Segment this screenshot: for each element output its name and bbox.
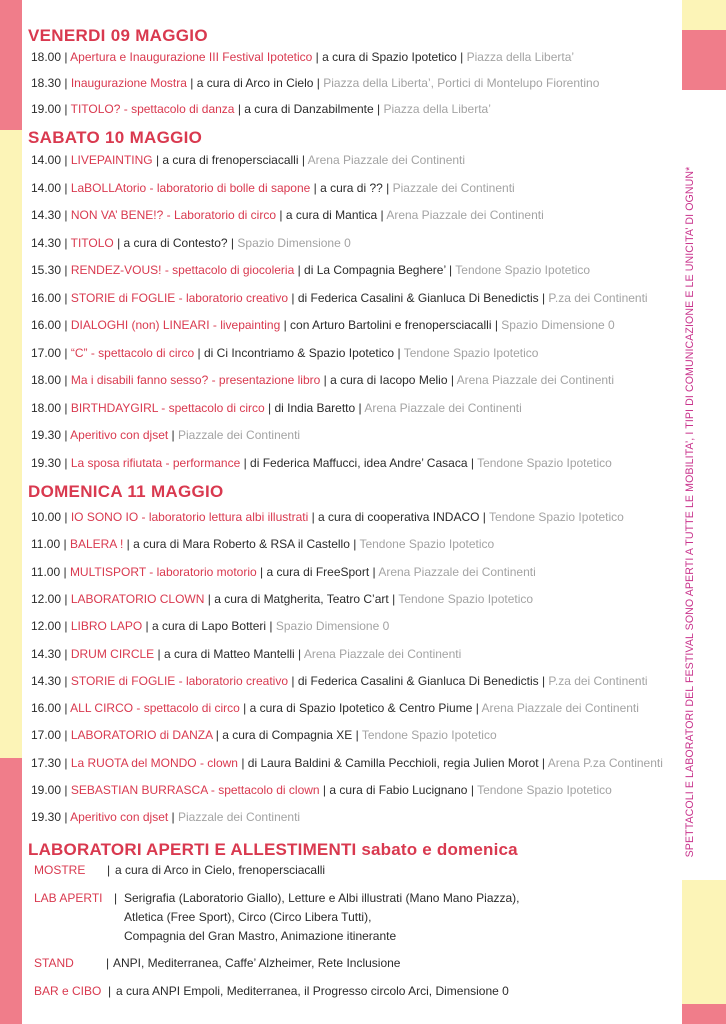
event-place: Spazio Dimensione 0: [237, 236, 351, 250]
event-organizer: a cura di Mantica: [285, 208, 378, 222]
event-time: 19.00: [31, 102, 62, 116]
event-time: 19.30: [31, 810, 62, 824]
separator: |: [61, 619, 71, 633]
event-place: Piazzale dei Continenti: [178, 428, 301, 442]
event-organizer: a cura di cooperativa INDACO: [318, 510, 480, 524]
event-title: NON VA’ BENE!? - Laboratorio di circo: [70, 208, 277, 222]
event-title: Inaugurazione Mostra: [70, 76, 187, 90]
event-place: Piazzale dei Continenti: [178, 810, 301, 824]
event-title: Aperitivo con djset: [70, 810, 169, 824]
separator: |: [479, 510, 490, 524]
event-title: BIRTHDAYGIRL - spettacolo di circo: [70, 401, 265, 415]
event-row: [31, 208, 544, 222]
event-organizer: a cura di Compagnia XE: [222, 728, 353, 742]
separator: |: [61, 346, 71, 360]
event-place: Piazza della Liberta’, Portici di Montelupo Fiorentino: [323, 76, 600, 90]
lab-key: LAB APERTI: [34, 891, 103, 905]
separator: |: [382, 181, 393, 195]
lab-key: MOSTRE: [34, 863, 86, 877]
separator: |: [237, 756, 248, 770]
separator: |: [61, 263, 71, 277]
separator: |: [142, 619, 152, 633]
separator: |: [288, 674, 298, 688]
event-time: 14.30: [31, 208, 62, 222]
left-stripe-pink-top: [0, 0, 22, 130]
event-title: La RUOTA del MONDO - clown: [70, 756, 238, 770]
event-title: STORIE di FOGLIE - laboratorio creativo: [70, 291, 289, 305]
separator: |: [288, 291, 298, 305]
separator: |: [61, 153, 71, 167]
separator: |: [61, 428, 71, 442]
event-row: [31, 619, 389, 633]
separator: |: [467, 783, 478, 797]
event-row: [31, 318, 615, 332]
separator: |: [61, 810, 71, 824]
lab-item-stand: [34, 955, 401, 972]
separator: |: [240, 456, 251, 470]
event-place: Spazio Dimensione 0: [275, 619, 390, 633]
separator: |: [308, 510, 319, 524]
event-title: MULTISPORT - laboratorio motorio: [69, 565, 257, 579]
lab-line: ANPI, Mediterranea, Caffe’ Alzheimer, Rete Inclusione: [113, 956, 401, 970]
event-place: Arena Piazzale dei Continenti: [378, 565, 536, 579]
event-title: DIALOGHI (non) LINEARI - livepainting: [70, 318, 281, 332]
event-title: La sposa rifiutata - performance: [70, 456, 241, 470]
separator: |: [61, 701, 71, 715]
event-organizer: a cura di frenopersciacalli: [162, 153, 299, 167]
event-title: Aperitivo con djset: [70, 428, 169, 442]
event-place: Piazza della Liberta’: [383, 102, 491, 116]
separator: |: [319, 783, 330, 797]
event-place: Piazzale dei Continenti: [392, 181, 515, 195]
separator: |: [194, 346, 204, 360]
separator: |: [123, 537, 134, 551]
event-organizer: a cura di Fabio Lucignano: [329, 783, 468, 797]
lab-line: Compagnia del Gran Mastro, Animazione itinerante: [124, 929, 397, 943]
event-organizer: di Ci Incontriamo & Spazio Ipotetico: [204, 346, 395, 360]
lab-separator: |: [106, 956, 110, 970]
separator: |: [467, 456, 478, 470]
left-stripe-pink-bottom: [0, 758, 22, 1024]
separator: |: [294, 647, 304, 661]
event-place: Tendone Spazio Ipotetico: [359, 537, 495, 551]
event-organizer: di Federica Casalini & Gianluca Di Benedictis: [297, 291, 539, 305]
lab-key: STAND: [34, 956, 74, 970]
event-time: 19.00: [31, 783, 62, 797]
event-title: LaBOLLAtorio - laboratorio di bolle di sapone: [70, 181, 311, 195]
lab-separator: |: [114, 891, 118, 905]
event-row: [31, 756, 663, 770]
separator: |: [266, 619, 276, 633]
separator: |: [456, 50, 467, 64]
separator: |: [61, 456, 71, 470]
event-time: 14.30: [31, 236, 62, 250]
event-place: Arena Piazzale dei Continenti: [307, 153, 466, 167]
separator: |: [186, 76, 197, 90]
separator: |: [152, 153, 163, 167]
event-time: 16.00: [31, 291, 62, 305]
event-organizer: a cura di Matgherita, Teatro C’art: [214, 592, 389, 606]
event-title: Apertura e Inaugurazione III Festival Ipotetico: [70, 50, 313, 64]
event-place: P.za dei Continenti: [548, 674, 648, 688]
separator: |: [538, 291, 549, 305]
event-time: 12.00: [31, 619, 62, 633]
event-time: 18.00: [31, 373, 62, 387]
event-time: 19.30: [31, 428, 62, 442]
event-place: Arena Piazzale dei Continenti: [386, 208, 544, 222]
separator: |: [61, 510, 71, 524]
event-organizer: a cura di FreeSport: [266, 565, 370, 579]
separator: |: [239, 701, 250, 715]
separator: |: [61, 647, 71, 661]
separator: |: [373, 102, 384, 116]
event-place: P.za dei Continenti: [548, 291, 648, 305]
event-time: 18.30: [31, 76, 62, 90]
left-stripe-cream: [0, 130, 22, 758]
event-organizer: a cura di Spazio Ipotetico & Centro Piume: [249, 701, 473, 715]
separator: |: [204, 592, 215, 606]
separator: |: [538, 756, 548, 770]
event-time: 11.00: [31, 537, 61, 551]
event-title: STORIE di FOGLIE - laboratorio creativo: [70, 674, 289, 688]
event-place: Arena P.za Continenti: [547, 756, 663, 770]
separator: |: [61, 592, 71, 606]
event-organizer: a cura di Arco in Cielo: [196, 76, 314, 90]
event-title: SEBASTIAN BURRASCA - spettacolo di clown: [70, 783, 320, 797]
event-time: 14.00: [31, 181, 62, 195]
event-place: Tendone Spazio Ipotetico: [477, 783, 612, 797]
day-heading: VENERDI 09 MAGGIO: [28, 26, 208, 45]
event-place: Piazza della Liberta’: [466, 50, 575, 64]
event-time: 16.00: [31, 318, 62, 332]
event-organizer: di India Baretto: [274, 401, 356, 415]
separator: |: [447, 373, 457, 387]
event-row: [31, 674, 648, 688]
event-row: [31, 373, 614, 387]
event-organizer: a cura di Mara Roberto & RSA il Castello: [133, 537, 350, 551]
event-organizer: a cura di Contesto?: [123, 236, 228, 250]
separator: |: [61, 208, 71, 222]
event-place: Tendone Spazio Ipotetico: [477, 456, 612, 470]
lab-item-bar-cibo: [34, 983, 509, 1000]
separator: |: [298, 153, 308, 167]
event-time: 17.30: [31, 756, 62, 770]
lab-item-mostre: [34, 862, 326, 879]
event-title: “C” - spettacolo di circo: [70, 346, 195, 360]
event-row: [31, 346, 538, 360]
event-row: [31, 181, 515, 195]
event-time: 11.00: [31, 565, 61, 579]
separator: |: [394, 346, 404, 360]
separator: |: [61, 50, 71, 64]
event-title: TITOLO? - spettacolo di danza: [70, 102, 235, 116]
event-organizer: a cura di ??: [320, 181, 383, 195]
separator: |: [320, 373, 331, 387]
event-row: [31, 50, 574, 64]
event-time: 17.00: [31, 728, 62, 742]
event-place: Tendone Spazio Ipotetico: [455, 263, 591, 277]
event-row: [31, 401, 522, 415]
lab-line: Atletica (Free Sport), Circo (Circo Libera Tutti),: [124, 910, 372, 924]
separator: |: [355, 401, 365, 415]
separator: |: [445, 263, 456, 277]
event-organizer: di La Compagnia Beghere’: [304, 263, 446, 277]
separator: |: [388, 592, 399, 606]
event-title: IO SONO IO - laboratorio lettura albi illustrati: [70, 510, 309, 524]
separator: |: [264, 401, 275, 415]
separator: |: [538, 674, 549, 688]
separator: |: [61, 181, 71, 195]
day-heading: SABATO 10 MAGGIO: [28, 128, 203, 147]
separator: |: [61, 291, 71, 305]
separator: |: [61, 674, 71, 688]
event-row: [31, 647, 461, 661]
separator: |: [276, 208, 286, 222]
event-row: [31, 810, 300, 824]
lab-line: a cura di Arco in Cielo, frenopersciacalli: [115, 863, 326, 877]
event-place: Arena Piazzale dei Continenti: [303, 647, 462, 661]
event-place: Tendone Spazio Ipotetico: [398, 592, 534, 606]
event-organizer: a cura di Danzabilmente: [244, 102, 374, 116]
event-place: Spazio Dimensione 0: [501, 318, 615, 332]
event-title: BALERA !: [69, 537, 124, 551]
event-organizer: a cura di Lapo Botteri: [152, 619, 267, 633]
event-row: [31, 728, 497, 742]
separator: |: [313, 76, 324, 90]
event-place: Arena Piazzale dei Continenti: [481, 701, 639, 715]
event-row: [31, 701, 639, 715]
event-title: TITOLO: [70, 236, 114, 250]
separator: |: [168, 810, 179, 824]
separator: |: [234, 102, 245, 116]
separator: |: [61, 318, 71, 332]
separator: |: [491, 318, 502, 332]
event-organizer: di Federica Casalini & Gianluca Di Benedictis: [297, 674, 539, 688]
labs-heading: LABORATORI APERTI E ALLESTIMENTI sabato e domenica: [28, 840, 518, 859]
event-organizer: con Arturo Bartolini e frenopersciacalli: [290, 318, 492, 332]
event-time: 16.00: [31, 701, 62, 715]
event-time: 15.30: [31, 263, 62, 277]
separator: |: [60, 537, 70, 551]
separator: |: [61, 728, 71, 742]
separator: |: [294, 263, 305, 277]
separator: |: [280, 318, 291, 332]
event-place: Tendone Spazio Ipotetico: [403, 346, 539, 360]
program-page: [22, 0, 682, 1024]
event-row: [31, 537, 494, 551]
event-time: 14.30: [31, 647, 62, 661]
event-organizer: a cura di Iacopo Melio: [330, 373, 448, 387]
event-row: [31, 153, 465, 167]
separator: |: [349, 537, 360, 551]
event-title: ALL CIRCO - spettacolo di circo: [70, 701, 240, 715]
lab-separator: |: [107, 863, 111, 877]
right-stripe-cream-top: [682, 0, 726, 30]
event-title: LABORATORIO di DANZA: [70, 728, 213, 742]
separator: |: [352, 728, 362, 742]
lab-line: Serigrafia (Laboratorio Giallo), Letture e Albi illustrati (Mano Mano Piazza),: [124, 891, 520, 905]
event-organizer: a cura di Matteo Mantelli: [163, 647, 295, 661]
separator: |: [60, 565, 70, 579]
event-row: [31, 76, 599, 90]
event-time: 18.00: [31, 50, 62, 64]
separator: |: [472, 701, 482, 715]
separator: |: [310, 181, 321, 195]
separator: |: [369, 565, 379, 579]
event-title: LIBRO LAPO: [70, 619, 143, 633]
event-time: 17.00: [31, 346, 62, 360]
separator: |: [212, 728, 223, 742]
separator: |: [61, 102, 71, 116]
event-row: [31, 456, 612, 470]
separator: |: [61, 783, 71, 797]
event-organizer: di Federica Maffucci, idea Andre’ Casaca: [250, 456, 468, 470]
event-row: [31, 263, 590, 277]
separator: |: [168, 428, 179, 442]
event-time: 19.30: [31, 456, 62, 470]
event-title: LIVEPAINTING: [70, 153, 153, 167]
event-place: Tendone Spazio Ipotetico: [361, 728, 497, 742]
event-row: [31, 592, 533, 606]
lab-line: a cura ANPI Empoli, Mediterranea, il Progresso circolo Arci, Dimensione 0: [116, 984, 509, 998]
separator: |: [227, 236, 238, 250]
event-row: [31, 565, 536, 579]
separator: |: [312, 50, 323, 64]
event-title: DRUM CIRCLE: [70, 647, 155, 661]
event-time: 10.00: [31, 510, 62, 524]
separator: |: [61, 373, 71, 387]
separator: |: [256, 565, 267, 579]
event-title: Ma i disabili fanno sesso? - presentazione libro: [70, 373, 321, 387]
separator: |: [61, 756, 71, 770]
event-time: 18.00: [31, 401, 62, 415]
separator: |: [154, 647, 164, 661]
event-place: Arena Piazzale dei Continenti: [456, 373, 615, 387]
event-place: Arena Piazzale dei Continenti: [364, 401, 522, 415]
event-title: LABORATORIO CLOWN: [70, 592, 205, 606]
event-row: [31, 236, 351, 250]
event-time: 14.30: [31, 674, 62, 688]
day-heading: DOMENICA 11 MAGGIO: [28, 482, 224, 501]
side-accessibility-note: SPETTACOLI E LABORATORI DEL FESTIVAL SONO APERTI A TUTTE LE MOBILITA’, I TIPI DI COMUNICAZIONE E LE UNICITA’ DI OGNUN*: [684, 166, 696, 858]
separator: |: [61, 401, 71, 415]
separator: |: [113, 236, 124, 250]
event-row: [31, 783, 612, 797]
event-place: Tendone Spazio Ipotetico: [489, 510, 624, 524]
separator: |: [61, 76, 71, 90]
event-organizer: a cura di Spazio Ipotetico: [322, 50, 457, 64]
event-row: [31, 428, 300, 442]
separator: |: [61, 236, 71, 250]
event-title: RENDEZ-VOUS! - spettacolo di giocoleria: [70, 263, 295, 277]
lab-separator: |: [108, 984, 112, 998]
lab-item-lab-aperti: [34, 890, 520, 943]
event-time: 14.00: [31, 153, 62, 167]
event-organizer: di Laura Baldini & Camilla Pecchioli, regia Julien Morot: [247, 756, 539, 770]
event-time: 12.00: [31, 592, 62, 606]
event-row: [31, 510, 624, 524]
event-row: [31, 102, 491, 116]
event-row: [31, 291, 648, 305]
lab-key: BAR e CIBO: [34, 984, 102, 998]
separator: |: [377, 208, 387, 222]
